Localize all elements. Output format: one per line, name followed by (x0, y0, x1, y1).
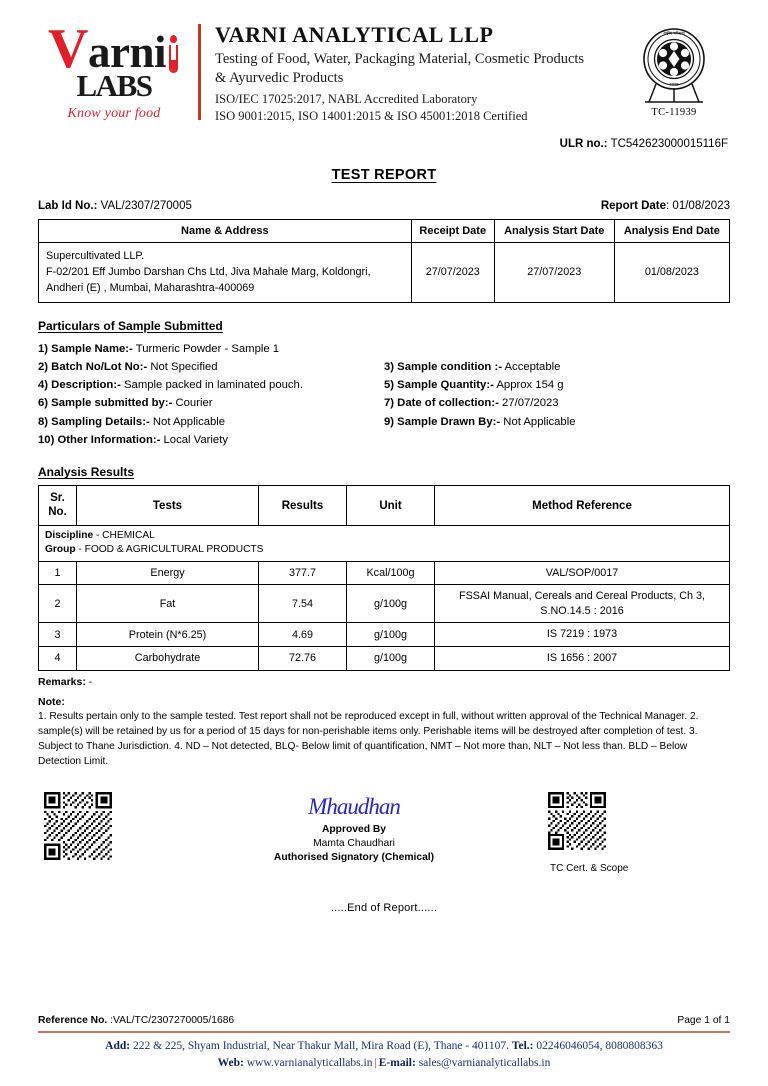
particular-label: 1) Sample Name:- (38, 342, 133, 355)
report-date-group (601, 200, 730, 212)
nabl-accreditation-seal (618, 22, 730, 118)
page-title: TEST REPORT (331, 167, 437, 183)
row-unit: g/100g (347, 623, 435, 647)
col-sr-line2: No. (48, 505, 67, 518)
footer-contact (38, 1038, 730, 1073)
table-row (39, 561, 730, 585)
particular-item (384, 394, 730, 412)
table-row (39, 623, 730, 647)
remarks-row (38, 676, 730, 688)
analysis-start-date-value: 27/07/2023 (494, 243, 614, 303)
customer-address-cell (39, 243, 412, 303)
particular-value: Not Applicable (149, 415, 226, 428)
group-line (45, 543, 723, 557)
particular-label: 8) Sampling Details:- (38, 415, 150, 428)
discipline-group-row (39, 525, 730, 561)
row-method-reference: FSSAI Manual, Cereals and Cereal Products, Ch 3, S.NO.14.5 : 2016 (435, 585, 730, 623)
analysis-results-heading: Analysis Results (38, 465, 135, 480)
particular-item (384, 376, 730, 394)
company-name: VARNI ANALYTICAL LLP (215, 22, 494, 47)
discipline-value: - CHEMICAL (93, 529, 155, 541)
remarks-value: - (85, 675, 93, 688)
footer-divider (38, 1031, 730, 1033)
page-number: Page 1 of 1 (677, 1015, 730, 1026)
row-test-name: Fat (77, 585, 259, 623)
customer-address-line1: F-02/201 Eff Jumbo Darshan Chs Ltd, Jiva Mahale Marg, Koldongri, (46, 266, 371, 279)
particulars-heading: Particulars of Sample Submitted (38, 318, 223, 333)
particular-label: 2) Batch No/Lot No:- (38, 360, 148, 373)
header-divider (198, 24, 201, 120)
report-date-value: : 01/08/2023 (666, 200, 730, 212)
customer-address-table (38, 219, 730, 303)
analysis-results-table (38, 485, 730, 670)
note-heading: Note: (38, 695, 65, 708)
row-unit: g/100g (347, 647, 435, 671)
signatory-designation: Authorised Signatory (Chemical) (273, 851, 435, 863)
logo-rest: arni (87, 27, 166, 77)
labid-report-date-row (38, 200, 730, 212)
company-subtitle-line1: Testing of Food, Water, Packaging Material, Cosmetic Products (215, 51, 585, 68)
company-details (215, 22, 618, 125)
ulr-label: ULR no.: (559, 138, 608, 150)
seal-certificate-code: TC-11939 (651, 107, 697, 118)
col-analysis-start-date: Analysis Start Date (494, 220, 614, 243)
signature-mark: Mhaudhan (308, 793, 400, 819)
row-sr-no: 2 (39, 585, 77, 623)
col-unit: Unit (347, 486, 435, 525)
particular-value: 27/07/2023 (498, 397, 559, 410)
tel-value: 02246046054, 8080808363 (533, 1039, 663, 1052)
nabl-seal-icon (631, 26, 717, 106)
report-date-label: Report Date (600, 200, 667, 212)
test-tube-icon (167, 33, 180, 75)
col-method-reference: Method Reference (435, 486, 730, 525)
particular-label: 10) Other Information:- (38, 434, 161, 447)
col-sr-no (39, 486, 77, 525)
logo-labs-text: LABS (76, 68, 152, 103)
qr-caption-tc-cert: TC Cert. & Scope (550, 862, 629, 874)
qr-code-icon (44, 792, 112, 860)
particular-value: Courier (172, 397, 213, 410)
row-method-reference: VAL/SOP/0017 (435, 561, 730, 585)
particular-value: Not Specified (147, 360, 218, 373)
lab-id-value: VAL/2307/270005 (100, 200, 192, 212)
col-name-address: Name & Address (39, 220, 412, 243)
row-sr-no: 1 (39, 561, 77, 585)
particular-value: Not Applicable (500, 415, 576, 428)
row-result-value: 72.76 (259, 647, 347, 671)
particular-item (38, 340, 730, 358)
discipline-label: Discipline (45, 529, 94, 541)
web-value[interactable]: www.varnianalyticallabs.in (243, 1056, 373, 1069)
lab-id-label: Lab Id No.: (38, 200, 98, 212)
col-results: Results (259, 486, 347, 525)
approval-block (178, 792, 530, 863)
logo-initial: V (48, 18, 88, 80)
particular-item (38, 394, 384, 412)
particular-label: 3) Sample condition :- (384, 360, 502, 373)
discipline-group-cell (39, 525, 730, 561)
col-sr-line1: Sr. (50, 492, 65, 505)
particular-item (384, 413, 730, 431)
particular-label: 9) Sample Drawn By:- (384, 415, 501, 428)
particular-label: 5) Sample Quantity:- (384, 379, 494, 392)
row-sr-no: 3 (39, 623, 77, 647)
particular-item (384, 358, 730, 376)
customer-address-line2: Andheri (E) , Mumbai, Maharashtra-400069 (46, 282, 255, 295)
reference-value: :VAL/TC/2307270005/1686 (107, 1015, 235, 1026)
col-receipt-date: Receipt Date (411, 220, 494, 243)
ulr-row (38, 138, 730, 150)
reference-row (38, 1015, 730, 1026)
row-result-value: 377.7 (259, 561, 347, 585)
end-of-report-text: .....End of Report...... (330, 901, 438, 914)
table-row (39, 243, 730, 303)
lab-id-group (38, 200, 192, 212)
col-analysis-end-date: Analysis End Date (614, 220, 729, 243)
receipt-date-value: 27/07/2023 (411, 243, 494, 303)
row-test-name: Energy (77, 561, 259, 585)
table-row (39, 585, 730, 623)
discipline-line (45, 529, 723, 543)
particular-value: Local Variety (160, 434, 228, 447)
remarks-label: Remarks: (38, 675, 86, 688)
tel-label: Tel.: (511, 1039, 534, 1052)
particular-value: Sample packed in laminated pouch. (120, 379, 303, 392)
footer-web-line (38, 1055, 730, 1072)
analysis-end-date-value: 01/08/2023 (614, 243, 729, 303)
group-value: - FOOD & AGRICULTURAL PRODUCTS (75, 544, 264, 556)
row-method-reference: IS 7219 : 1973 (435, 623, 730, 647)
qr-code-icon (548, 792, 606, 850)
iso-line2: ISO 9001:2015, ISO 14001:2015 & ISO 45001:2018 Certified (215, 109, 528, 124)
particular-label: 7) Date of collection:- (384, 397, 499, 410)
signatory-name: Mamta Chaudhari (313, 837, 395, 849)
particular-label: 6) Sample submitted by:- (38, 397, 173, 410)
particulars-list (38, 340, 730, 450)
iso-line1: ISO/IEC 17025:2017, NABL Accredited Laboratory (215, 92, 478, 107)
qr-code-tc-cert (530, 792, 730, 874)
logo-wordmark (48, 18, 180, 80)
address-label: Add: (105, 1039, 131, 1052)
document-header (38, 0, 730, 122)
customer-name: Supercultivated LLP. (46, 250, 145, 262)
svg-text:राष्ट्रीय परीक्षण: राष्ट्रीय परीक्षण (663, 30, 685, 36)
row-unit: Kcal/100g (347, 561, 435, 585)
signature-area (38, 792, 730, 882)
svg-text:भारत: भारत (669, 83, 679, 88)
web-label: Web: (217, 1056, 244, 1069)
row-result-value: 7.54 (259, 585, 347, 623)
particular-item (38, 431, 730, 449)
col-tests: Tests (77, 486, 259, 525)
row-test-name: Carbohydrate (77, 647, 259, 671)
approved-by-label: Approved By (321, 823, 387, 835)
note-body: 1. Results pertain only to the sample tested. Test report shall not be reproduced except in full, without written approval of the Technical Manager. 2. sample(s) will be retained by us for a period of 15 days for non-perishable items only. Perishable items will be destroyed after completion of test. 3. Subject to Thane Jurisdiction. 4. ND – Not detected, BLQ- Below limit of quantification, NMT – Not more than, NLT – Not less than. BLD – Below Detection Limit. (38, 710, 699, 768)
ulr-value: TC542623000015116F (610, 138, 728, 150)
row-test-name: Protein (N*6.25) (77, 623, 259, 647)
reference-group (38, 1015, 234, 1026)
email-label: E-mail: (378, 1056, 416, 1069)
reference-label: Reference No. (38, 1015, 108, 1026)
particular-value: Approx 154 g (493, 379, 564, 392)
table-header-row (39, 220, 730, 243)
row-result-value: 4.69 (259, 623, 347, 647)
particular-item (38, 413, 384, 431)
email-value[interactable]: sales@varnianalyticallabs.in (415, 1056, 551, 1069)
particular-item (38, 376, 384, 394)
address-value: 222 & 225, Shyam Industrial, Near Thakur Mall, Mira Road (E), Thane - 401107. (130, 1039, 509, 1052)
particular-item (38, 358, 384, 376)
company-logo (38, 18, 190, 122)
company-subtitle-line2: & Ayurvedic Products (215, 69, 344, 86)
particular-value: Acceptable (502, 360, 561, 373)
logo-tagline: Know your food (67, 106, 161, 121)
row-unit: g/100g (347, 585, 435, 623)
table-header-row (39, 486, 730, 525)
qr-code-report (38, 792, 178, 865)
particular-value: Turmeric Powder - Sample 1 (132, 342, 280, 355)
row-method-reference: IS 1656 : 2007 (435, 647, 730, 671)
table-row (39, 647, 730, 671)
document-footer (38, 1015, 730, 1072)
particular-label: 4) Description:- (38, 379, 121, 392)
row-sr-no: 4 (39, 647, 77, 671)
footer-address-line (38, 1038, 730, 1055)
group-label: Group (45, 544, 76, 556)
footer-separator: | (374, 1056, 377, 1069)
